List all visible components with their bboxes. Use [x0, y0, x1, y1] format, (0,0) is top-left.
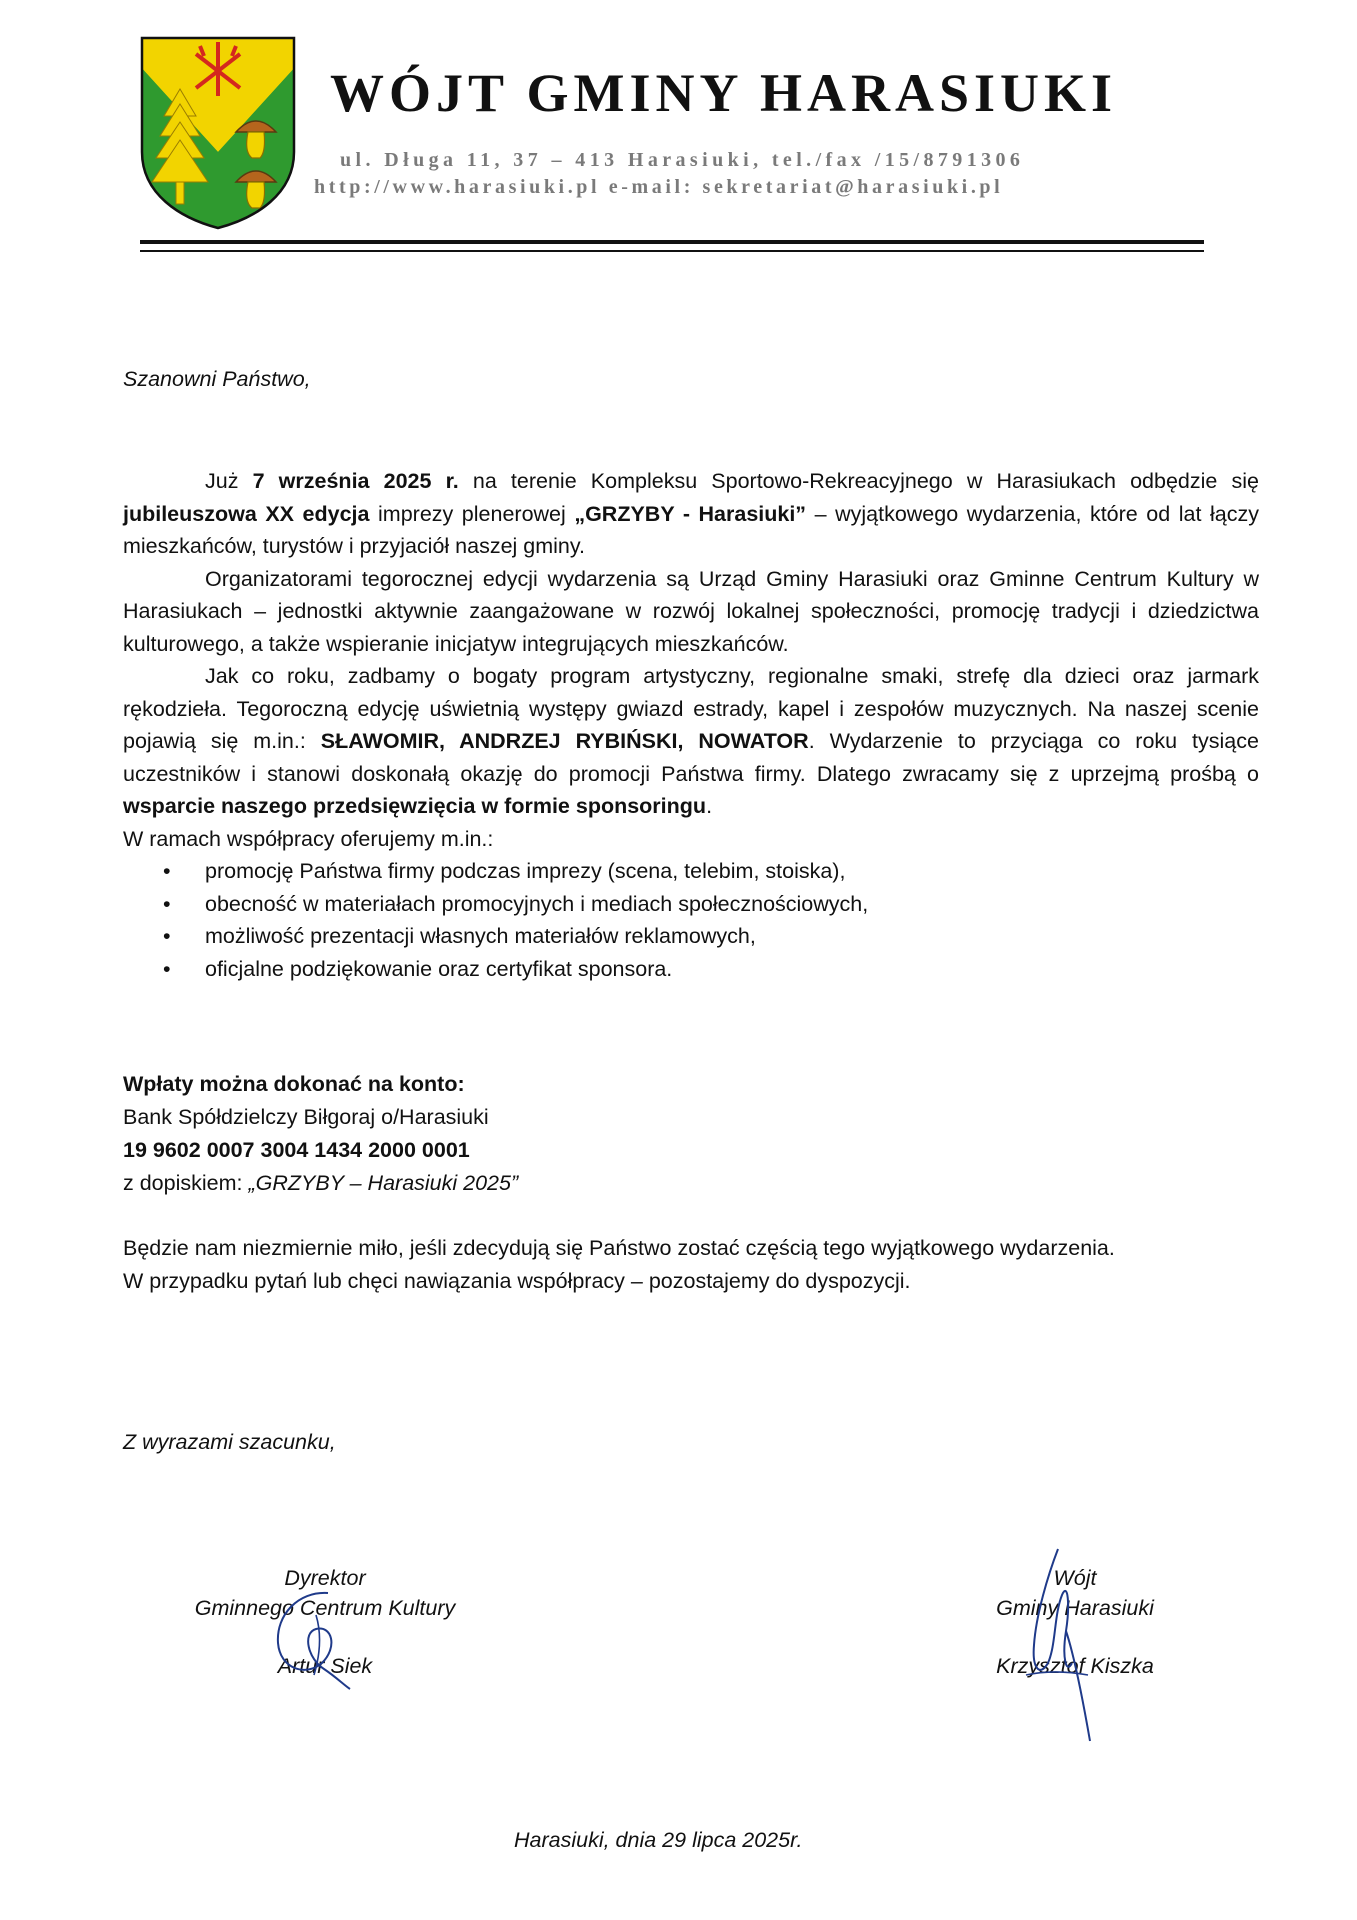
letterhead-title: WÓJT GMINY HARASIUKI: [330, 63, 1118, 123]
salutation: Szanowni Państwo,: [123, 367, 311, 391]
paragraph-organizers: Organizatorami tegorocznej edycji wydarzenia są Urząd Gminy Harasiuki oraz Gminne Centrum Kultury w Harasiukach – jednostki aktywnie zaangażowane w rozwój lokalnej społeczności, promocję tradycji i dziedzictwa kulturowego, a także wspieranie inicjatyw integrujących mieszkańców.: [123, 566, 1259, 656]
header-rule-thick: [140, 240, 1204, 244]
signatory-role: Dyrektor: [284, 1566, 366, 1590]
handwritten-signature-icon: [996, 1545, 1116, 1745]
signatory-unit: Gminy Harasiuki: [996, 1596, 1154, 1620]
bank-account-number: 19 9602 0007 3004 1434 2000 0001: [123, 1138, 470, 1162]
letterhead-contact: http://www.harasiuki.pl e-mail: sekretariat@harasiuki.pl: [314, 176, 1004, 198]
signatory-unit: Gminnego Centrum Kultury: [194, 1596, 456, 1620]
bank-heading: Wpłaty można dokonać na konto:: [123, 1072, 465, 1096]
list-item: • promocję Państwa firmy podczas imprezy (scena, telebim, stoiska),: [123, 855, 1259, 888]
list-item: • możliwość prezentacji własnych materiałów reklamowych,: [123, 920, 1259, 953]
paragraph-program: Jak co roku, zadbamy o bogaty program artystyczny, regionalne smaki, strefę dla dzieci oraz jarmark rękodzieła. Tegoroczną edycję uświetnią występy gwiazd estrady, kapel i zespołów muzycznych. Na naszej scenie pojawią się m.in.: SŁAWOMIR, ANDRZEJ RYBIŃSKI, NOWATOR. Wydarzenie to przyciąga co roku tysiące uczestników i stanowi doskonałą okazję do promocji Państwa firmy. Dlatego zwracamy się z uprzejmą prośbą o wsparcie naszego przedsięwzięcia w formie sponsoringu.: [123, 664, 1259, 818]
signatory-name: Krzysztof Kiszka: [996, 1654, 1154, 1678]
coat-of-arms-icon: [138, 34, 298, 232]
place-and-date: Harasiuki, dnia 29 lipca 2025r.: [514, 1828, 803, 1852]
closing-paragraph: Będzie nam niezmiernie miło, jeśli zdecydują się Państwo zostać częścią tego wyjątkowego wydarzenia. W przypadku pytań lub chęci nawiązania współpracy – pozostajemy do dyspozycji.: [123, 1236, 1115, 1293]
signatory-role: Wójt: [1053, 1566, 1097, 1590]
offer-intro: W ramach współpracy oferujemy m.in.:: [123, 826, 494, 851]
paragraph-event: Już 7 września 2025 r. na terenie Kompleksu Sportowo-Rekreacyjnego w Harasiukach odbędzie się jubileuszowa XX edycja imprezy plenerowej „GRZYBY - Harasiuki” – wyjątkowego wydarzenia, które od lat łączy mieszkańców, turystów i przyjaciół naszej gminy.: [123, 469, 1259, 558]
offer-list: [123, 855, 1259, 985]
handwritten-signature-icon: [258, 1585, 378, 1690]
letter-body: [123, 465, 1259, 985]
letterhead-address: ul. Długa 11, 37 – 413 Harasiuki, tel./fax /15/8791306: [340, 149, 1025, 171]
bank-details: [123, 1068, 1223, 1200]
bank-name: Bank Spółdzielczy Biłgoraj o/Harasiuki: [123, 1105, 489, 1129]
header-rule-thin: [140, 250, 1204, 252]
list-item: • oficjalne podziękowanie oraz certyfikat sponsora.: [123, 953, 1259, 986]
transfer-note: z dopiskiem: „GRZYBY – Harasiuki 2025”: [123, 1171, 519, 1195]
signatory-name: Artur Siek: [277, 1654, 373, 1678]
list-item: • obecność w materiałach promocyjnych i mediach społecznościowych,: [123, 888, 1259, 921]
regards: Z wyrazami szacunku,: [123, 1430, 336, 1454]
